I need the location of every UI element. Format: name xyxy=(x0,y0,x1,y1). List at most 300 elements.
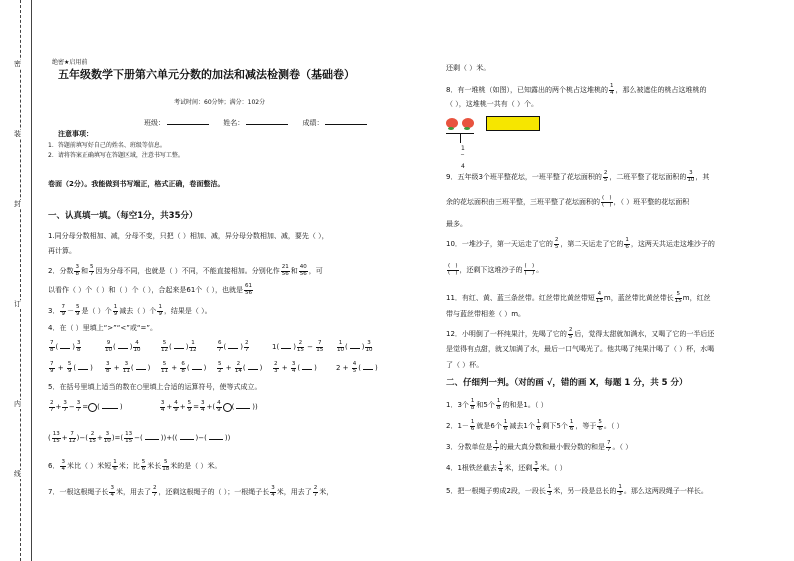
compare-blank[interactable] xyxy=(363,363,373,370)
q3-text: 是（ ）个 xyxy=(81,307,112,315)
notice-heading: 注意事项： xyxy=(58,130,93,138)
q6-text: 6． xyxy=(48,462,60,470)
fraction: $\frac{5}{2}$ xyxy=(218,361,222,374)
fraction: $\frac{6}{7}$ xyxy=(218,340,222,353)
fraction: $\frac{1}{10}$ xyxy=(337,340,344,353)
answer-blank[interactable] xyxy=(180,433,194,440)
q11-line2: 带与蓝丝带相差（ ）m。 xyxy=(446,310,526,318)
compare-blank[interactable] xyxy=(136,363,146,370)
binding-char: 密 xyxy=(14,60,21,68)
q8-text: ，那么被遮住的桃占这堆桃的 xyxy=(615,86,707,94)
judge-2 xyxy=(446,420,624,432)
binding-char: 订 xyxy=(14,300,21,308)
fraction xyxy=(160,401,166,413)
numerator: 4 xyxy=(174,400,178,406)
q10-text: ，第二天运走了它的 xyxy=(560,240,624,248)
denominator: 10 xyxy=(103,437,111,444)
leaf-icon xyxy=(464,127,470,130)
q7-text: 米，用去了 xyxy=(276,488,312,496)
q3-text: ，结果是（ ）。 xyxy=(163,307,212,315)
numerator: 1 xyxy=(609,83,614,89)
fraction xyxy=(568,328,574,340)
compare-item: 2 + $\frac{4}{5}$ ( ) xyxy=(336,361,378,374)
q7-text: 米， xyxy=(319,488,334,496)
judge-text: 。（ ） xyxy=(612,443,633,451)
fraction: $\frac{4}{5}$ xyxy=(352,361,357,374)
q9-line1 xyxy=(446,171,709,183)
denominator: 7 xyxy=(152,491,157,498)
name-field[interactable] xyxy=(246,118,288,125)
fraction xyxy=(299,265,308,277)
operator-circle[interactable] xyxy=(223,403,232,412)
judge-text: 米，还剩 xyxy=(504,464,533,472)
binding-char: 内 xyxy=(14,400,21,408)
denominator: 9 xyxy=(61,310,65,317)
numerator: 3 xyxy=(534,461,538,467)
q10-line2 xyxy=(446,264,543,276)
q3-text: 3． xyxy=(48,307,60,315)
q6-text: 米的是（ ）米。 xyxy=(170,462,222,470)
compare-item: $\frac{5}{2}$ + $\frac{2}{14}$ ( ) xyxy=(218,361,263,374)
fraction: $\frac{7}{15}$ xyxy=(316,340,324,353)
compare-blank[interactable] xyxy=(60,342,70,349)
numerator: 1 xyxy=(470,398,475,404)
q9-text: ，二班平整了花坛面积的 xyxy=(609,173,687,181)
fraction xyxy=(49,401,55,413)
fraction xyxy=(270,486,276,498)
fraction: $\frac{5}{12}$ xyxy=(161,340,168,353)
blank-fraction[interactable]: $\frac{( )}{( )}$ xyxy=(524,263,535,276)
denominator: 9 xyxy=(187,406,192,413)
q2-text: 和 xyxy=(290,267,298,275)
compare-blank[interactable] xyxy=(78,363,88,370)
compare-blank[interactable] xyxy=(302,363,312,370)
fraction xyxy=(603,171,609,183)
judge-text: 的和是1。（ ） xyxy=(502,401,548,409)
judge-3 xyxy=(446,441,632,453)
judge-text: 就是6个 xyxy=(476,422,502,430)
denominator: 6 xyxy=(536,425,541,432)
q2-line1 xyxy=(48,265,323,277)
denominator: 7 xyxy=(89,270,94,277)
fraction: $\frac{3}{8}$ xyxy=(76,340,81,353)
denominator: 9 xyxy=(174,406,178,413)
q2-text: 因为分母不同，也就是（ ）不同，不能直接相加。分别化作 xyxy=(95,267,280,275)
compare-item: 1( ) $\frac{2}{15}$ − $\frac{7}{15}$ xyxy=(272,340,324,353)
fraction xyxy=(62,401,68,413)
numerator: 3 xyxy=(63,400,67,406)
blank-fraction[interactable]: $\frac{( )}{( )}$ xyxy=(448,263,458,276)
compare-item: $\frac{1}{10}$ ( ) $\frac{3}{10}$ xyxy=(337,340,373,353)
numerator: 2 xyxy=(603,170,608,176)
numerator: 1 xyxy=(498,461,503,467)
numerator: 3 xyxy=(105,431,110,437)
numerator: 4 xyxy=(597,291,602,297)
peach-fraction-label: 1 ‾ 4 xyxy=(461,145,465,170)
numerator: 5 xyxy=(141,459,146,465)
numerator: 2 xyxy=(90,431,95,437)
binding-margin xyxy=(0,0,36,561)
q2-line2 xyxy=(48,284,254,296)
fraction: $\frac{2}{14}$ xyxy=(234,361,242,374)
denominator: 4 xyxy=(271,491,275,498)
class-label: 班级： xyxy=(144,119,165,127)
answer-blank[interactable] xyxy=(236,402,250,409)
denominator: 6 xyxy=(625,243,629,250)
numerator: 3 xyxy=(75,264,79,270)
binding-char: 装 xyxy=(14,130,21,138)
info-line xyxy=(144,118,369,128)
q12-text: 后，觉得太甜就加满水，又喝了它的一半后还 xyxy=(574,330,715,338)
fraction xyxy=(60,305,66,317)
compare-blank[interactable] xyxy=(192,363,202,370)
denominator: 3 xyxy=(618,490,622,497)
numerator: 1 xyxy=(496,398,501,404)
neatness-note: 卷面（2分）。我能做到书写端正，格式正确，卷面整洁。 xyxy=(48,180,225,188)
numerator: 3 xyxy=(76,400,81,406)
exam-info: 考试时间：60分钟；满分：102分 xyxy=(174,99,266,106)
denominator: 6 xyxy=(503,425,508,432)
binding-char: 封 xyxy=(14,200,21,208)
q6-text: 米比（ ）米短 xyxy=(66,462,112,470)
fraction: $\frac{3}{10}$ xyxy=(365,340,373,353)
q5-title: 5．在括号里填上适当的数在○里填上合适的运算符号，使等式成立。 xyxy=(48,383,262,391)
denominator: 4 xyxy=(160,406,165,413)
fraction xyxy=(675,292,682,304)
q4-title: 4．在（ ）里填上“>”“<”或“=”。 xyxy=(48,324,158,332)
judge-text: 和5个 xyxy=(476,401,495,409)
numerator: 2 xyxy=(554,237,559,243)
judge-text: 米。（ ） xyxy=(539,464,567,472)
fraction xyxy=(141,460,147,472)
judge-text: 4．1根铁丝截去 xyxy=(446,464,497,472)
numerator: 7 xyxy=(606,440,611,446)
q7-text: 7．一根这根绳子长 xyxy=(48,488,109,496)
denominator: 4 xyxy=(498,467,503,474)
fraction xyxy=(112,460,118,472)
q9-line3: 最多。 xyxy=(446,220,467,228)
judge-text: 。（ ） xyxy=(603,422,624,430)
fraction xyxy=(569,420,575,432)
denominator: 7 xyxy=(606,446,611,453)
compare-item: $\frac{5}{12}$ ( ) $\frac{1}{12}$ xyxy=(161,340,197,353)
denominator: 4 xyxy=(110,491,114,498)
numerator: 21 xyxy=(281,264,289,270)
q7-text: 米，用去了 xyxy=(115,488,151,496)
compare-item: $\frac{5}{11}$ + $\frac{6}{8}$ ( ) xyxy=(161,361,207,374)
denominator: 4 xyxy=(534,467,538,474)
denominator: 9 xyxy=(113,310,118,317)
fraction xyxy=(75,305,81,317)
numerator: 5 xyxy=(187,400,192,406)
peach-figure xyxy=(446,114,546,170)
denominator: 10 xyxy=(687,176,695,183)
answer-blank[interactable] xyxy=(145,433,159,440)
fraction xyxy=(496,399,502,411)
fraction xyxy=(470,420,476,432)
q8-line2: （ ），这堆桃一共有（ ）个。 xyxy=(446,100,538,108)
denominator: 6 xyxy=(598,425,602,432)
section1-title: 一、认真填一填。（每空1分，共35分） xyxy=(48,211,198,221)
compare-blank[interactable] xyxy=(248,363,258,370)
fraction xyxy=(313,486,319,498)
q2-text: 和 xyxy=(80,267,88,275)
q12-line2: 是觉得有点甜，就又加满了水，最后一口气喝光了。他共喝了纯果汁喝了（ ）杯，水喝 xyxy=(446,345,715,353)
fraction xyxy=(281,265,290,277)
numerator: 1 xyxy=(503,419,508,425)
fraction xyxy=(216,401,222,413)
q3-text: 减去（ ）个 xyxy=(119,307,157,315)
fraction xyxy=(109,486,115,498)
numerator: 1 xyxy=(113,304,118,310)
numerator: 1 xyxy=(625,237,629,243)
fraction: $\frac{7}{9}$ xyxy=(50,361,54,374)
fraction xyxy=(493,441,499,453)
q9-text: 9．五年级3个班平整花坛，一班平整了花坛面积的 xyxy=(446,173,602,181)
numerator: 1 xyxy=(618,484,622,490)
numerator: 2 xyxy=(568,327,573,333)
fraction xyxy=(76,401,82,413)
score-field[interactable] xyxy=(325,118,367,125)
q9-text: 余的花坛面积由三班平整，三班平整了花坛面积的 xyxy=(446,198,600,206)
compare-row xyxy=(48,341,386,353)
denominator: 15 xyxy=(88,437,96,444)
denominator: 5 xyxy=(568,333,573,340)
fraction xyxy=(470,399,476,411)
denominator: 9 xyxy=(217,406,221,413)
numerator: 13 xyxy=(125,431,133,437)
numerator: 1 xyxy=(536,419,541,425)
judge-text: 1．3个 xyxy=(446,401,469,409)
cover-rectangle xyxy=(486,116,540,131)
brace-stem xyxy=(460,133,461,143)
fraction xyxy=(200,401,206,413)
denominator: 56 xyxy=(299,270,307,277)
denominator: 8 xyxy=(496,404,501,411)
numerator: 61 xyxy=(245,283,253,289)
numerator: 1 xyxy=(494,440,498,446)
numerator: 3 xyxy=(110,485,114,491)
compare-item: $\frac{6}{7}$ ( ) $\frac{2}{7}$ xyxy=(218,340,249,353)
fraction xyxy=(69,432,76,444)
name-label: 姓名： xyxy=(223,119,245,127)
denominator: 5 xyxy=(554,243,559,250)
fraction xyxy=(89,265,95,277)
fraction: $\frac{3}{4}$ xyxy=(291,361,296,374)
numerator: 5 xyxy=(676,291,680,297)
denominator: 6 xyxy=(113,465,117,472)
fraction xyxy=(89,432,96,444)
q6-text: 米长 xyxy=(147,462,162,470)
fraction: $\frac{2}{3}$ xyxy=(274,361,278,374)
judge-text: ，等于 xyxy=(575,422,597,430)
q10-text: ，还剩下这堆沙子的 xyxy=(459,266,523,274)
denominator: 15 xyxy=(125,437,133,444)
denominator: 9 xyxy=(75,310,80,317)
denominator: 8 xyxy=(470,404,475,411)
score-label: 成绩： xyxy=(302,119,324,127)
q9-text: ，（ ）班平整的花坛面积 xyxy=(613,198,690,206)
notice-item: 2．请将答案正确填写在答题区域，注意书写工整。 xyxy=(48,152,184,159)
fraction xyxy=(187,401,193,413)
compare-item: $\frac{2}{3}$ + $\frac{3}{4}$ ( ) xyxy=(274,361,317,374)
fraction xyxy=(687,171,694,183)
q2-text: ，可 xyxy=(308,267,323,275)
compare-item: $\frac{3}{8}$ + $\frac{3}{11}$ ( ) xyxy=(106,361,151,374)
fraction: $\frac{9}{10}$ xyxy=(105,340,112,353)
numerator: 5 xyxy=(163,459,168,465)
denominator: 7 xyxy=(50,406,54,413)
section2-title: 二、仔细判一判。（对的画 √，错的画 X，每题 1 分，共 5 分） xyxy=(446,378,688,388)
denominator: 4 xyxy=(200,406,205,413)
page-title: 五年级数学下册第六单元分数的加法和减法检测卷（基础卷） xyxy=(58,68,355,81)
leaf-icon xyxy=(448,127,454,130)
notice-item: 1．答题前填写好自己的姓名、班级等信息。 xyxy=(48,142,166,149)
answer-blank[interactable] xyxy=(209,433,223,440)
fraction xyxy=(74,265,80,277)
compare-item: $\frac{7}{8}$ ( ) $\frac{3}{8}$ xyxy=(50,340,81,353)
numerator: 3 xyxy=(271,485,275,491)
fraction: $\frac{2}{15}$ xyxy=(296,340,304,353)
fraction xyxy=(104,432,111,444)
fraction: $\frac{1}{12}$ xyxy=(189,340,197,353)
numerator: 7 xyxy=(70,431,74,437)
fraction: $\frac{5}{9}$ xyxy=(67,361,72,374)
denominator: 6 xyxy=(141,465,146,472)
q1-line2: 再计算。 xyxy=(48,247,76,255)
denominator: 4 xyxy=(61,465,65,472)
q9-text: ，其 xyxy=(695,173,710,181)
denominator: 8 xyxy=(75,270,79,277)
denominator: 56 xyxy=(245,289,253,296)
fraction xyxy=(244,284,253,296)
numerator: 3 xyxy=(200,400,205,406)
numerator: 2 xyxy=(313,485,318,491)
q8-line1 xyxy=(446,84,706,96)
compare-blank[interactable] xyxy=(281,342,291,349)
numerator: 7 xyxy=(61,304,65,310)
denominator: 7 xyxy=(494,446,498,453)
q11-text: 11．有红、黄、蓝三条丝带。红丝带比黄丝带短 xyxy=(446,294,595,302)
fraction xyxy=(609,84,615,96)
q2-text: 2．分数 xyxy=(48,267,74,275)
judge-text: 剩下5个 xyxy=(542,422,568,430)
q1-line1: 1.同分母分数相加、减，分母不变，只把（ ）相加、减，异分母分数相加、减，要先（ ）， xyxy=(48,232,329,240)
judge-text: 5．把一根绳子剪成2段，一段长 xyxy=(446,487,546,495)
q10-text: 。 xyxy=(536,266,544,274)
fraction: $\frac{5}{11}$ xyxy=(161,361,168,374)
compare-blank[interactable] xyxy=(118,342,128,349)
class-field[interactable] xyxy=(167,118,209,125)
q3-line xyxy=(48,305,212,317)
numerator: 13 xyxy=(52,431,60,437)
q10-line1 xyxy=(446,238,715,250)
denominator: 15 xyxy=(52,437,60,444)
numerator: 5 xyxy=(89,264,94,270)
numerator: 1 xyxy=(113,459,117,465)
fraction: $\frac{7}{8}$ xyxy=(50,340,54,353)
fraction xyxy=(606,441,612,453)
q5-row2: ( $\frac{13}{15}$ + $\frac{7}{12}$ )−( $\frac{2}{15}$ + $\frac{3}{10}$ )=( $\frac{13}{15}$ −( ))+(( )−( )) xyxy=(48,431,231,444)
compare-item: $\frac{7}{9}$ + $\frac{5}{9}$ ( ) xyxy=(50,361,93,374)
fraction xyxy=(162,460,169,472)
q8-text: 8．有一堆桃（如图），已知露出的两个桃占这堆桃的 xyxy=(446,86,608,94)
q11-text: m，红丝 xyxy=(682,294,711,302)
compare-blank[interactable] xyxy=(228,342,238,349)
denominator: 15 xyxy=(595,297,603,304)
q12-line3: 了（ ）杯。 xyxy=(446,361,484,369)
denominator: 3 xyxy=(547,490,552,497)
numerator: 1 xyxy=(569,419,574,425)
q6-text: 米；比 xyxy=(118,462,140,470)
compare-blank[interactable] xyxy=(174,342,184,349)
denominator: 4 xyxy=(609,89,614,96)
q3-text: － xyxy=(66,307,74,315)
q12-line1 xyxy=(446,328,714,340)
denominator: 12 xyxy=(68,437,76,444)
blank-fraction[interactable]: $\frac{( )}{( )}$ xyxy=(602,195,612,208)
denominator: 6 xyxy=(569,425,574,432)
judge-text: 3．分数单位是 xyxy=(446,443,493,451)
fraction: $\frac{3}{11}$ xyxy=(122,361,130,374)
fraction xyxy=(498,462,504,474)
q7-continued: 还剩（ ）米。 xyxy=(446,64,491,72)
numerator: 4 xyxy=(217,400,221,406)
fraction xyxy=(173,401,179,413)
q2-text: 以看作（ ）个（ ）和（ ）个（ ），合起来是61个（ ），也就是 xyxy=(48,286,244,294)
fraction xyxy=(157,305,163,317)
judge-text: 2．1－ xyxy=(446,422,469,430)
denominator: 7 xyxy=(63,406,67,413)
fraction: $\frac{2}{7}$ xyxy=(244,340,249,353)
denominator: 5 xyxy=(603,176,608,183)
judge-text: 米，另一段是总长的 xyxy=(553,487,617,495)
fraction xyxy=(617,485,623,497)
fraction xyxy=(597,420,603,432)
answer-blank[interactable] xyxy=(102,402,118,409)
fraction: $\frac{3}{8}$ xyxy=(106,361,110,374)
fraction xyxy=(152,486,158,498)
fraction xyxy=(124,432,133,444)
fraction xyxy=(503,420,509,432)
operator-circle[interactable] xyxy=(88,403,97,412)
peach-label-denominator: 4 xyxy=(461,163,465,170)
numerator: 2 xyxy=(50,400,54,406)
numerator: 3 xyxy=(61,459,65,465)
denominator: 6 xyxy=(470,425,475,432)
solid-binding-line xyxy=(31,0,32,561)
compare-item: $\frac{9}{10}$ ( ) $\frac{4}{10}$ xyxy=(105,340,141,353)
fraction: $\frac{6}{8}$ xyxy=(181,361,185,374)
fraction xyxy=(624,238,630,250)
secret-mark: 绝密★启用前 xyxy=(52,59,88,66)
denominator: 9 xyxy=(158,310,162,317)
numerator: 1 xyxy=(470,419,475,425)
fraction xyxy=(52,432,61,444)
binding-char: 线 xyxy=(14,470,21,478)
denominator: 7 xyxy=(76,406,81,413)
judge-text: 的最大真分数和最小假分数的和是 xyxy=(499,443,605,451)
q9-line2 xyxy=(446,196,689,208)
judge-1 xyxy=(446,399,548,411)
compare-blank[interactable] xyxy=(350,342,360,349)
denominator: 18 xyxy=(162,465,170,472)
numerator: 40 xyxy=(299,264,307,270)
q10-text: ，这两天共运走这堆沙子的 xyxy=(630,240,715,248)
numerator: 2 xyxy=(152,485,157,491)
numerator: 1 xyxy=(158,304,162,310)
numerator: 5 xyxy=(75,304,80,310)
